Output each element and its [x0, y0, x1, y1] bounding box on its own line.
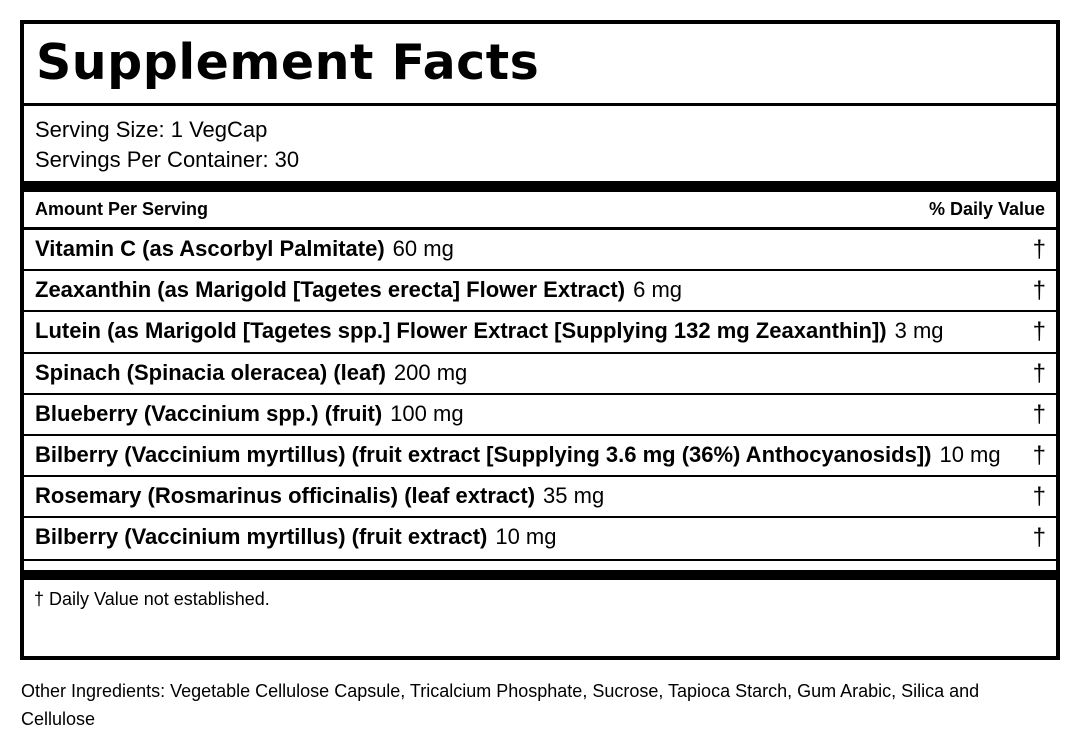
daily-value-dagger: † — [1032, 359, 1046, 387]
thick-divider-bottom — [24, 570, 1056, 580]
ingredient-name: Bilberry (Vaccinium myrtillus) (fruit extract [Supplying 3.6 mg (36%) Anthocyanosids]) — [35, 442, 932, 467]
ingredient-row — [24, 271, 1056, 309]
servings-per-container: Servings Per Container: 30 — [35, 147, 300, 172]
ingredient-amount: 10 mg — [939, 442, 1001, 467]
row-divider — [24, 269, 1056, 271]
ingredient-row — [24, 354, 1056, 392]
ingredient-amount: 60 mg — [392, 236, 454, 261]
footnote: † Daily Value not established. — [34, 589, 270, 609]
other-ingredients: Other Ingredients: Vegetable Cellulose Capsule, Tricalcium Phosphate, Sucrose, Tapioca Starch, Gum Arabic, Silica and Cellulose — [21, 681, 980, 729]
row-divider — [24, 393, 1056, 395]
label-title: Supplement Facts — [36, 34, 540, 91]
daily-value-dagger: † — [1032, 277, 1046, 305]
ingredient-amount: 3 mg — [894, 318, 944, 344]
daily-value-dagger: † — [1032, 318, 1046, 346]
ingredient-row — [24, 477, 1056, 515]
ingredient-row — [24, 312, 1056, 350]
daily-value-dagger: † — [1032, 236, 1046, 263]
ingredient-name: Zeaxanthin (as Marigold [Tagetes erecta] Flower Extract) — [35, 277, 626, 303]
ingredient-amount: 200 mg — [393, 359, 468, 385]
ingredient-amount: 100 mg — [390, 400, 464, 426]
ingredient-name: Rosemary (Rosmarinus officinalis) (leaf extract) — [35, 483, 536, 509]
ingredient-name: Vitamin C (as Ascorbyl Palmitate) — [35, 236, 385, 261]
ingredient-row — [24, 230, 1056, 268]
ingredient-text — [35, 526, 557, 548]
row-divider — [24, 434, 1056, 436]
ingredient-row — [24, 436, 1056, 474]
daily-value-dagger: † — [1032, 483, 1046, 511]
ingredient-name: Lutein (as Marigold [Tagetes spp.] Flower Extract [Supplying 132 mg Zeaxanthin]) — [35, 318, 887, 344]
ingredient-row — [24, 395, 1056, 433]
ingredient-text — [35, 400, 464, 426]
ingredient-text — [35, 279, 682, 301]
row-divider — [24, 352, 1056, 354]
ingredient-text — [35, 485, 604, 507]
ingredient-text — [35, 238, 454, 260]
title-divider — [24, 103, 1056, 106]
ingredient-amount: 35 mg — [543, 483, 605, 509]
ingredient-text — [35, 359, 468, 385]
serving-size: Serving Size: 1 VegCap — [35, 117, 268, 142]
row-divider — [24, 516, 1056, 518]
row-divider — [24, 475, 1056, 477]
daily-value-header: % Daily Value — [928, 199, 1045, 219]
ingredient-name: Blueberry (Vaccinium spp.) (fruit) — [35, 400, 383, 426]
thick-divider-top — [24, 181, 1056, 192]
ingredient-text — [35, 320, 944, 342]
daily-value-dagger: † — [1032, 400, 1046, 428]
ingredient-text — [35, 444, 1001, 466]
daily-value-dagger: † — [1032, 442, 1046, 469]
ingredient-name: Spinach (Spinacia oleracea) (leaf) — [35, 359, 386, 385]
ingredient-amount: 10 mg — [495, 524, 557, 550]
ingredient-row — [24, 518, 1056, 556]
supplement-facts-panel — [20, 20, 1060, 660]
row-divider — [24, 310, 1056, 312]
daily-value-dagger: † — [1032, 524, 1046, 552]
ingredient-amount: 6 mg — [633, 277, 683, 303]
amount-per-serving-header: Amount Per Serving — [35, 199, 209, 219]
ingredient-name: Bilberry (Vaccinium myrtillus) (fruit extract) — [35, 524, 488, 550]
last-row-divider — [24, 559, 1056, 561]
